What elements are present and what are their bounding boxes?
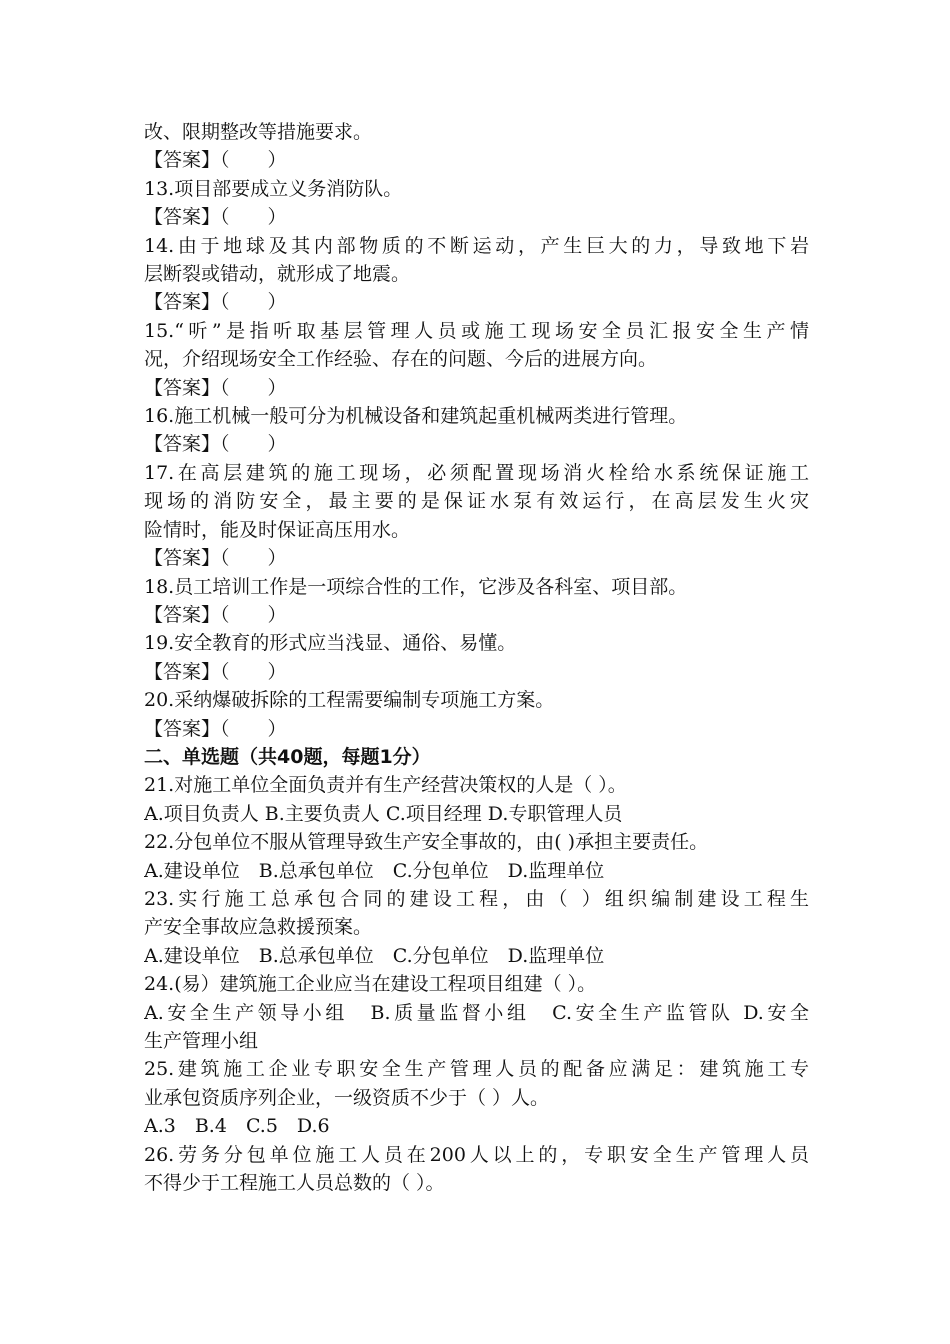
text-line: 25.建筑施工企业专职安全生产管理人员的配备应满足：建筑施工专 (144, 1058, 809, 1081)
answer-line: 【答案】（ ） (144, 603, 287, 626)
text-line: A.3 B.4 C.5 D.6 (144, 1115, 330, 1138)
text-line: A.项目负责人 B.主要负责人 C.项目经理 D.专职管理人员 (144, 802, 623, 825)
text-line: 不得少于工程施工人员总数的（ ）。 (144, 1172, 445, 1195)
answer-line: 【答案】（ ） (144, 149, 287, 172)
text-line: 22.分包单位不服从管理导致生产安全事故的，由( )承担主要责任。 (144, 831, 709, 854)
text-line: 15.“听”是指听取基层管理人员或施工现场安全员汇报安全生产情 (144, 319, 809, 342)
answer-line: 【答案】（ ） (144, 433, 287, 456)
text-line: 17.在高层建筑的施工现场，必须配置现场消火栓给水系统保证施工 (144, 461, 809, 484)
text-line: 24.(易）建筑施工企业应当在建设工程项目组建（ ）。 (144, 973, 597, 996)
text-line: 现场的消防安全，最主要的是保证水泵有效运行，在高层发生火灾 (144, 490, 809, 513)
text-line: 险情时，能及时保证高压用水。 (144, 518, 411, 541)
text-line: A.安全生产领导小组 B.质量监督小组 C.安全生产监管队 D.安全 (144, 1001, 809, 1024)
text-line: 况，介绍现场安全工作经验、存在的问题、今后的进展方向。 (144, 348, 658, 371)
answer-line: 【答案】（ ） (144, 717, 287, 740)
answer-line: 【答案】（ ） (144, 291, 287, 314)
text-line: 14.由于地球及其内部物质的不断运动，产生巨大的力，导致地下岩 (144, 234, 809, 257)
text-line: 23.实行施工总承包合同的建设工程，由（ ）组织编制建设工程生 (144, 887, 809, 910)
document-body (144, 118, 809, 1197)
answer-line: 【答案】（ ） (144, 206, 287, 229)
text-line: 13.项目部要成立义务消防队。 (144, 177, 403, 200)
text-line: A.建设单位 B.总承包单位 C.分包单位 D.监理单位 (144, 859, 605, 882)
text-line: 生产管理小组 (144, 1030, 259, 1052)
answer-line: 【答案】（ ） (144, 547, 287, 570)
text-line: 产安全事故应急救援预案。 (144, 916, 373, 939)
text-line: 19.安全教育的形式应当浅显、通俗、易懂。 (144, 632, 517, 655)
text-line: 20.采纳爆破拆除的工程需要编制专项施工方案。 (144, 689, 555, 712)
text-line: 21.对施工单位全面负责并有生产经营决策权的人是（ ）。 (144, 774, 627, 797)
answer-line: 【答案】（ ） (144, 376, 287, 399)
text-line: 业承包资质序列企业，一级资质不少于（ ）人。 (144, 1086, 550, 1109)
section-heading: 二、单选题（共40题，每题1分） (144, 745, 431, 768)
text-line: 26.劳务分包单位施工人员在200人以上的，专职安全生产管理人员 (144, 1143, 809, 1166)
text-line: 18.员工培训工作是一项综合性的工作，它涉及各科室、项目部。 (144, 575, 688, 598)
text-line: A.建设单位 B.总承包单位 C.分包单位 D.监理单位 (144, 944, 605, 967)
text-line: 16.施工机械一般可分为机械设备和建筑起重机械两类进行管理。 (144, 405, 688, 428)
text-line: 改、限期整改等措施要求。 (144, 121, 373, 143)
answer-line: 【答案】（ ） (144, 660, 287, 683)
text-line: 层断裂或错动，就形成了地震。 (144, 263, 411, 286)
